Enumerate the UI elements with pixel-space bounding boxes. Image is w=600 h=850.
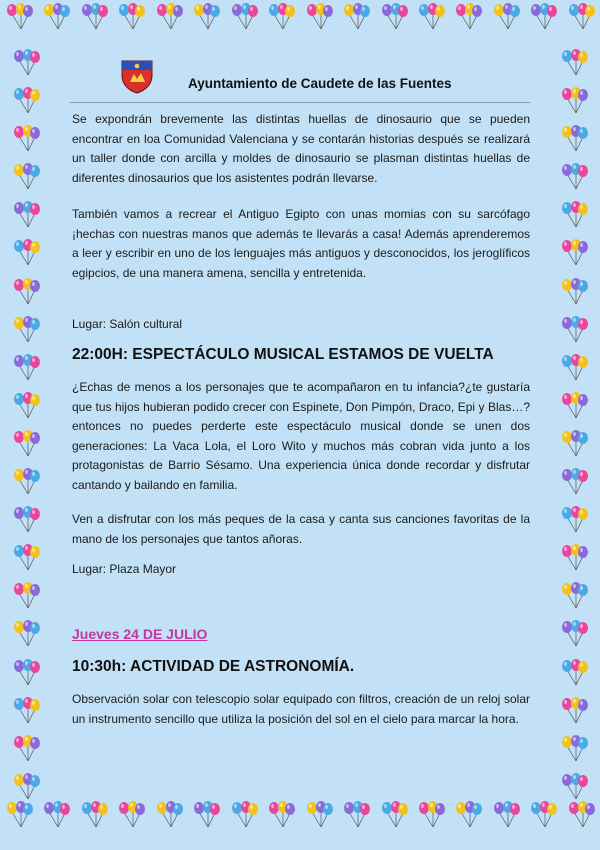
balloon-bunch-icon	[11, 277, 41, 307]
balloon-bunch-icon	[11, 772, 41, 802]
organization-name: Ayuntamiento de Caudete de las Fuentes	[188, 76, 452, 91]
balloon-bunch-icon	[4, 2, 34, 32]
location-label: Lugar: Salón cultural	[72, 317, 183, 331]
balloon-bunch-icon	[79, 800, 109, 830]
balloon-bunch-icon	[11, 124, 41, 154]
balloon-bunch-icon	[116, 2, 146, 32]
balloon-bunch-icon	[41, 2, 71, 32]
balloon-bunch-icon	[528, 2, 558, 32]
show-heading: 22:00H: ESPECTÁCULO MUSICAL ESTAMOS DE VUELTA	[72, 346, 494, 363]
date-heading: Jueves 24 DE JULIO	[72, 626, 208, 642]
balloon-bunch-icon	[559, 696, 589, 726]
balloon-bunch-icon	[79, 2, 109, 32]
balloon-bunch-icon	[11, 505, 41, 535]
balloon-bunch-icon	[416, 2, 446, 32]
balloon-bunch-icon	[453, 800, 483, 830]
balloon-bunch-icon	[11, 619, 41, 649]
balloon-bunch-icon	[453, 2, 483, 32]
balloon-bunch-icon	[559, 353, 589, 383]
show-paragraph: ¿Echas de menos a los personajes que te acompañaron en tu infancia?¿te gustaría que tus hijos hubieran podido crecer con Espinete, Don Pimpón, Draco, Epi y Blas…?entonces no puedes perderte este espectáculo musical donde se unen dos generaciones: La Vaca Lola, el Loro Wito y muchos más cobran vida junto a los protagonistas de Barrio Sésamo. Una experiencia única donde recordar y disfrutar cantando y bailando en familia.	[72, 380, 530, 492]
balloon-bunch-icon	[559, 200, 589, 230]
egypt-paragraph: También vamos a recrear el Antiguo Egipto con unas momias con su sarcófago ¡hechas con nuestras manos que además te llevarás a casa! Además aprenderemos a leer y escribir en uno de los lenguajes más antiguos y desconocidos, los jeroglíficos egipcios, de una manera amena, sencilla y entretenida.	[72, 207, 530, 280]
balloon-bunch-icon	[528, 800, 558, 830]
balloon-bunch-icon	[559, 772, 589, 802]
balloon-border-top	[0, 2, 600, 50]
balloon-bunch-icon	[154, 800, 184, 830]
balloon-bunch-icon	[559, 162, 589, 192]
balloon-bunch-icon	[11, 391, 41, 421]
balloon-bunch-icon	[559, 86, 589, 116]
balloon-bunch-icon	[229, 2, 259, 32]
balloon-bunch-icon	[341, 2, 371, 32]
balloon-bunch-icon	[559, 619, 589, 649]
balloon-bunch-icon	[116, 800, 146, 830]
coat-of-arms-shield-icon	[118, 58, 156, 94]
balloon-bunch-icon	[11, 353, 41, 383]
balloon-bunch-icon	[11, 543, 41, 573]
show-invitation-paragraph: Ven a disfrutar con los más peques de la casa y canta sus canciones favoritas de la mano de los personajes que tantos añoras.	[72, 512, 530, 546]
balloon-bunch-icon	[559, 48, 589, 78]
balloon-bunch-icon	[566, 800, 596, 830]
balloon-bunch-icon	[559, 467, 589, 497]
balloon-bunch-icon	[41, 800, 71, 830]
balloon-bunch-icon	[11, 48, 41, 78]
balloon-bunch-icon	[559, 543, 589, 573]
balloon-bunch-icon	[559, 124, 589, 154]
balloon-bunch-icon	[11, 581, 41, 611]
balloon-bunch-icon	[191, 2, 221, 32]
balloon-bunch-icon	[191, 800, 221, 830]
balloon-bunch-icon	[11, 467, 41, 497]
balloon-bunch-icon	[491, 800, 521, 830]
balloon-bunch-icon	[266, 2, 296, 32]
balloon-bunch-icon	[416, 800, 446, 830]
location-label: Lugar: Plaza Mayor	[72, 562, 177, 576]
balloon-bunch-icon	[566, 2, 596, 32]
balloon-bunch-icon	[11, 315, 41, 345]
balloon-border-bottom	[0, 800, 600, 848]
balloon-bunch-icon	[11, 658, 41, 688]
astronomy-heading: 10:30h: ACTIVIDAD DE ASTRONOMÍA.	[72, 658, 355, 675]
balloon-bunch-icon	[304, 800, 334, 830]
dinosaur-paragraph: Se expondrán brevemente las distintas huellas de dinosaurio que se pueden encontrar en loa Comunidad Valenciana y se contarán historias después se realizará un taller donde con arcilla y moldes de dinosaurio se plasman distintas huellas de diferentes dinosaurios que los asistentes podrán llevarse.	[72, 112, 530, 185]
document-body	[52, 52, 548, 798]
balloon-bunch-icon	[559, 238, 589, 268]
balloon-border-right	[550, 48, 598, 802]
balloon-bunch-icon	[559, 391, 589, 421]
balloon-bunch-icon	[491, 2, 521, 32]
balloon-bunch-icon	[11, 696, 41, 726]
balloon-bunch-icon	[11, 162, 41, 192]
balloon-bunch-icon	[341, 800, 371, 830]
balloon-bunch-icon	[559, 505, 589, 535]
balloon-bunch-icon	[559, 581, 589, 611]
balloon-bunch-icon	[154, 2, 184, 32]
balloon-bunch-icon	[11, 86, 41, 116]
balloon-bunch-icon	[11, 200, 41, 230]
balloon-bunch-icon	[11, 734, 41, 764]
balloon-bunch-icon	[304, 2, 334, 32]
balloon-bunch-icon	[379, 800, 409, 830]
balloon-bunch-icon	[266, 800, 296, 830]
letterhead	[70, 58, 530, 103]
balloon-bunch-icon	[559, 315, 589, 345]
balloon-bunch-icon	[11, 429, 41, 459]
astronomy-paragraph: Observación solar con telescopio solar equipado con filtros, creación de un reloj solar un instrumento sencillo que utiliza la posición del sol en el cielo para marcar la hora.	[72, 692, 530, 726]
balloon-bunch-icon	[4, 800, 34, 830]
balloon-border-left	[2, 48, 50, 802]
balloon-bunch-icon	[11, 238, 41, 268]
balloon-bunch-icon	[559, 429, 589, 459]
balloon-bunch-icon	[559, 277, 589, 307]
balloon-bunch-icon	[379, 2, 409, 32]
balloon-bunch-icon	[559, 734, 589, 764]
balloon-bunch-icon	[229, 800, 259, 830]
balloon-bunch-icon	[559, 658, 589, 688]
